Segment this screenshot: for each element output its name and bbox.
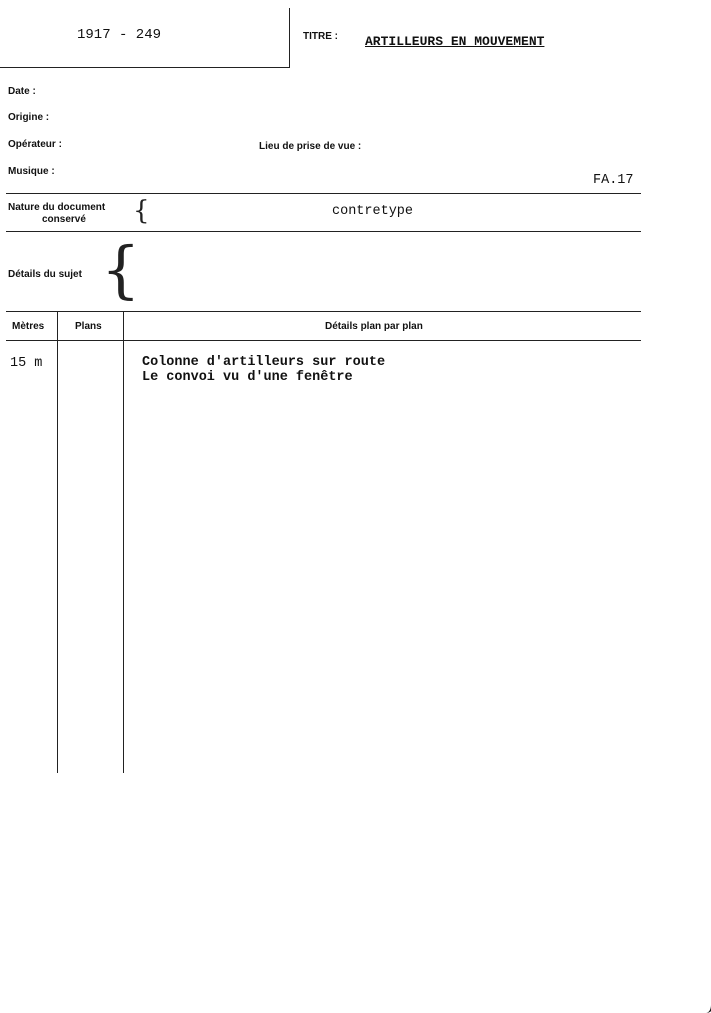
title-label: TITRE : [303,31,338,42]
nature-brace: { [133,196,150,226]
nature-bottom-line [6,231,641,232]
header-box-right [289,8,290,68]
lieu-label: Lieu de prise de vue : [259,141,362,152]
musique-label: Musique : [8,166,55,177]
header-box-bottom [0,67,290,68]
reference-number: 1917 - 249 [77,27,162,43]
details-sujet-label: Détails du sujet [8,269,82,280]
operateur-label: Opérateur : [8,139,62,150]
column-header-details: Détails plan par plan [325,321,423,332]
column-header-metres: Mètres [12,321,45,332]
column-separator-1 [57,312,58,773]
nature-label-line2: conservé [42,214,86,225]
nature-top-line [6,193,641,194]
column-separator-2 [123,312,124,773]
details-sujet-brace: { [101,233,141,306]
title-value: ARTILLEURS EN MOUVEMENT [365,34,545,49]
row-metres: 15 m [10,356,43,371]
date-label: Date : [8,86,36,97]
column-header-plans: Plans [75,321,102,332]
row-details-line2: Le convoi vu d'une fenêtre [142,370,353,385]
table-header-bottom-line [6,340,641,341]
table-top-line [6,311,641,312]
row-details-line1: Colonne d'artilleurs sur route [142,355,386,370]
document-code: FA.17 [593,173,634,188]
scan-edge [702,560,711,1013]
origine-label: Origine : [8,112,50,123]
nature-value: contretype [332,204,414,219]
nature-label-line1: Nature du document [8,202,106,213]
